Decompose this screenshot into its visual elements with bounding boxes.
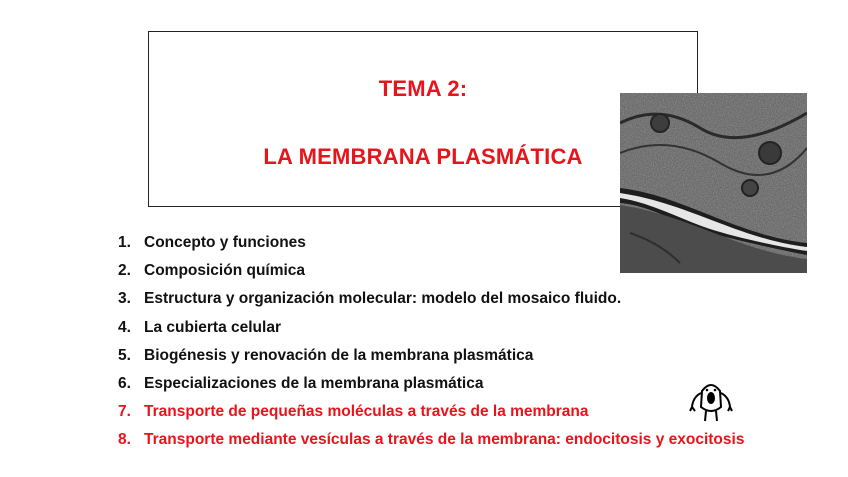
- screaming-face-icon: [688, 377, 734, 423]
- topic-item: 6. Especializaciones de la membrana plasmática: [118, 374, 484, 392]
- topic-list: [118, 231, 744, 457]
- topic-label: Transporte mediante vesículas a través de la membrana: endocitosis y exocitosis: [144, 431, 745, 449]
- title-box: [148, 31, 698, 207]
- topic-item: 2. Composición química: [118, 262, 306, 280]
- slide-title-topic: TEMA 2:: [378, 76, 468, 101]
- topic-label: Concepto y funciones: [144, 234, 306, 251]
- topic-item-highlighted: 8. Transporte mediante vesículas a través de la membrana: endocitosis y exocitosis: [118, 431, 745, 449]
- topic-label: Biogénesis y renovación de la membrana plasmática: [144, 346, 534, 364]
- topic-item: 1. Concepto y funciones: [118, 234, 306, 251]
- topic-label: Composición química: [144, 262, 306, 280]
- topic-label: Estructura y organización molecular: modelo del mosaico fluido.: [144, 290, 622, 308]
- topic-label: La cubierta celular: [144, 318, 281, 336]
- topic-label: Transporte de pequeñas moléculas a través de la membrana: [144, 403, 589, 421]
- topic-item: 5. Biogénesis y renovación de la membrana plasmática: [118, 346, 534, 364]
- topic-item: 3. Estructura y organización molecular: modelo del mosaico fluido.: [118, 290, 622, 308]
- topic-item: 4. La cubierta celular: [118, 318, 281, 336]
- topic-label: Especializaciones de la membrana plasmática: [144, 374, 484, 392]
- slide-title: LA MEMBRANA PLASMÁTICA: [263, 144, 583, 169]
- topic-item-highlighted: 7. Transporte de pequeñas moléculas a través de la membrana: [118, 403, 589, 421]
